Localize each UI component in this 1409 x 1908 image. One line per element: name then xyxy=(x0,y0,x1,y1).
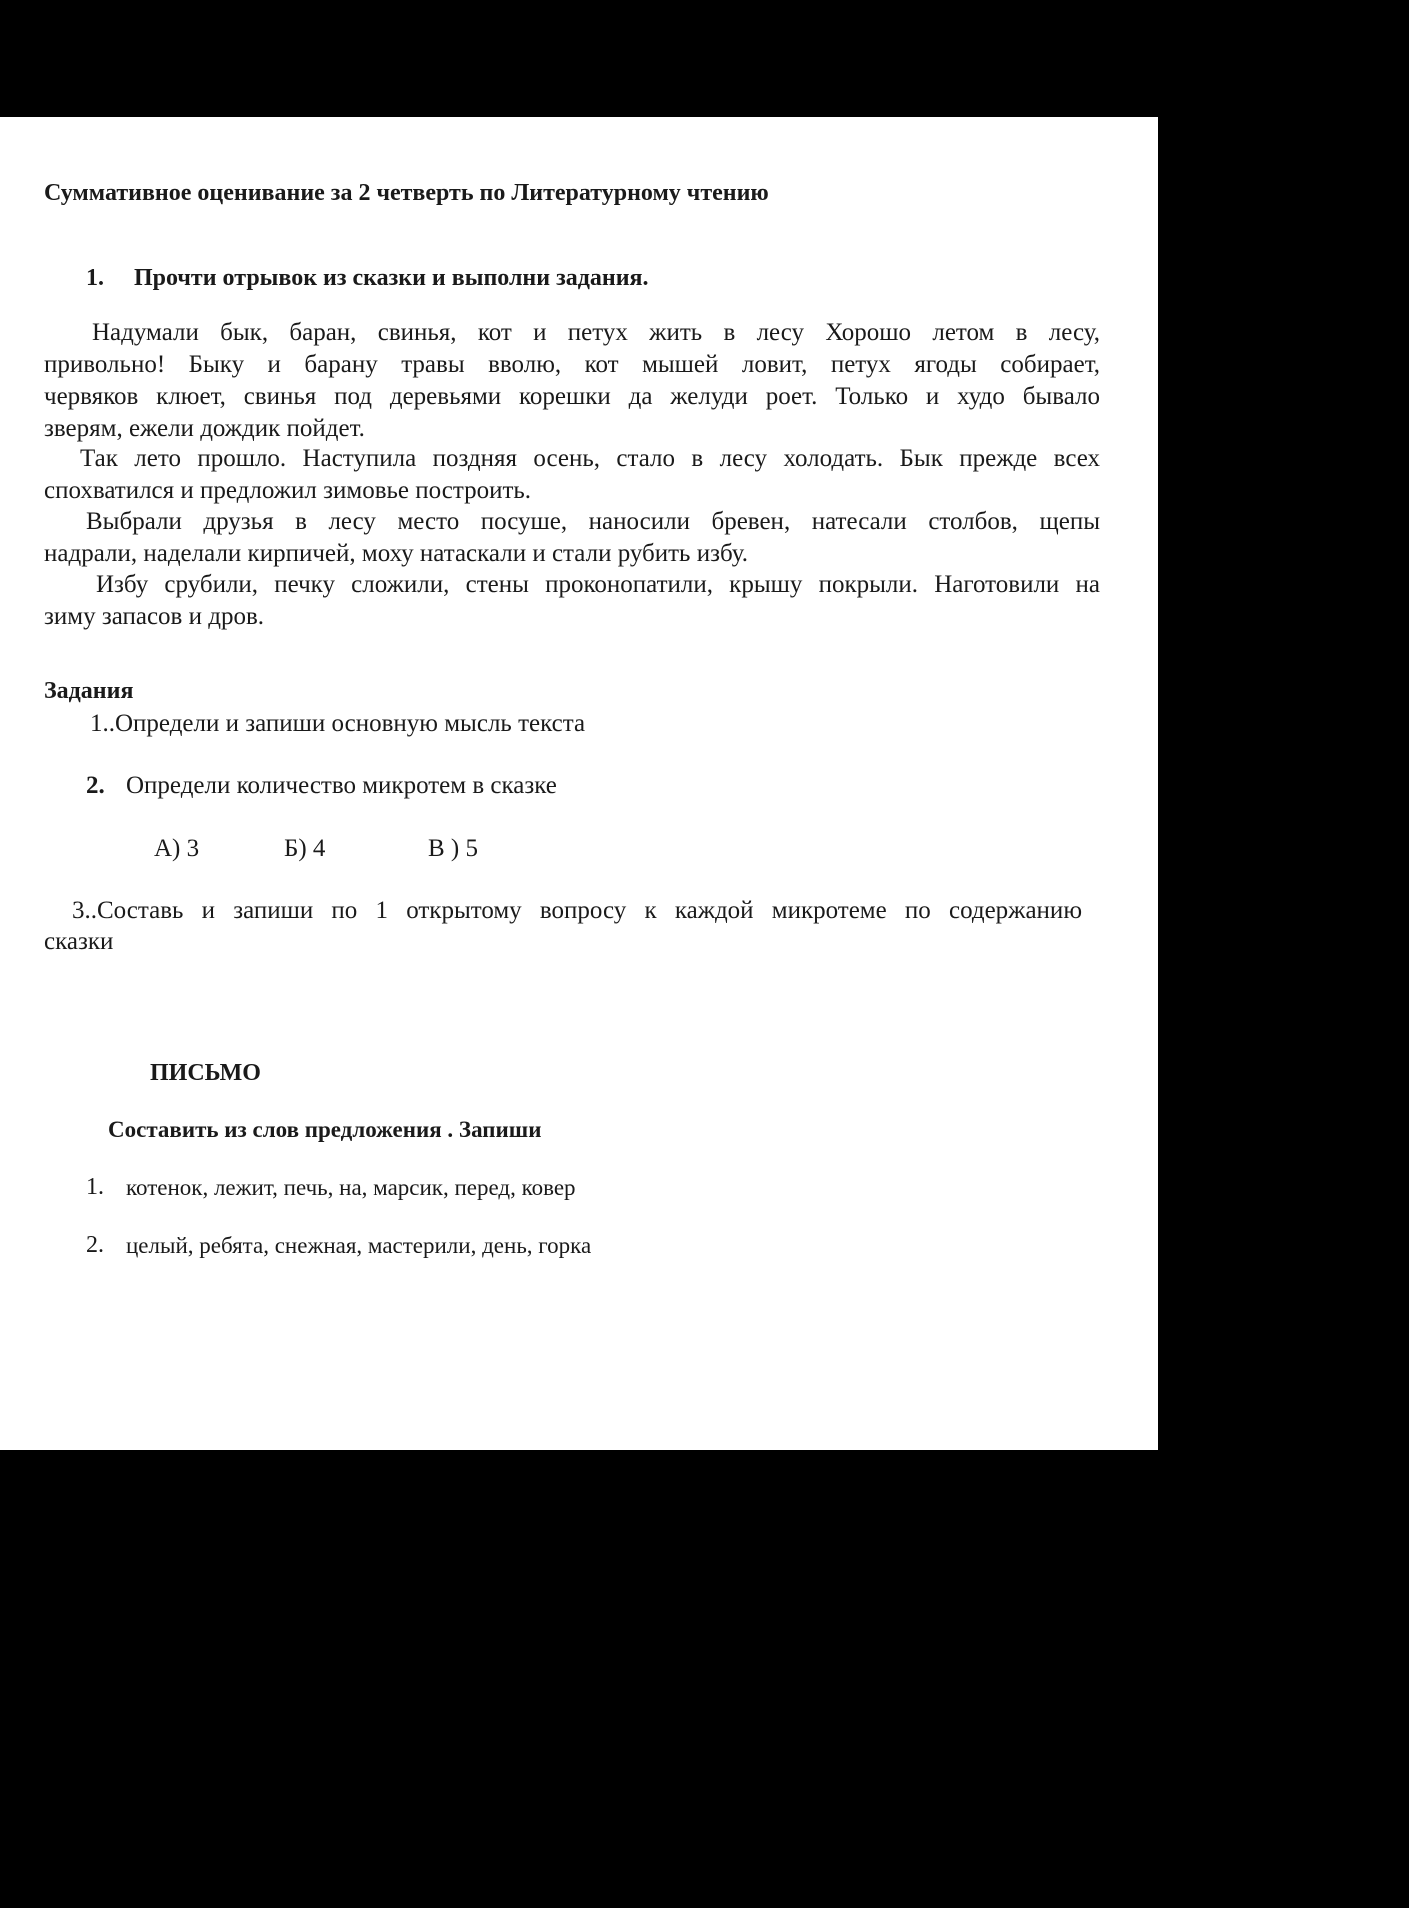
letter-instruction: Составить из слов предложения . Запиши xyxy=(108,1117,542,1142)
letter-item-1-number: 1. xyxy=(86,1174,104,1200)
task-3 xyxy=(72,895,1082,927)
passage-line: Выбрали друзья в лесу место посуше, наносили бревен, натесали столбов, щепы xyxy=(86,508,1100,535)
passage-paragraph-4 xyxy=(44,569,1100,633)
passage-line: зиму запасов и дров. xyxy=(44,603,264,630)
letter-heading: ПИСЬМО xyxy=(150,1060,261,1086)
passage-line: Избу срубили, печку сложили, стены проконопатили, крышу покрыли. Наготовили на xyxy=(96,571,1100,598)
answer-option-b: Б) 4 xyxy=(284,835,326,862)
section-1-heading: Прочти отрывок из сказки и выполни задания. xyxy=(134,265,649,291)
task-3-line: 3..Составь и запиши по 1 открытому вопросу к каждой микротеме по содержанию xyxy=(72,897,1082,924)
letter-item-2-number: 2. xyxy=(86,1232,104,1258)
passage-paragraph-1 xyxy=(44,317,1100,445)
letter-item-1-text: котенок, лежит, печь, на, марсик, перед, ковер xyxy=(126,1175,576,1200)
answer-option-c: В ) 5 xyxy=(428,835,478,862)
task-2-text: Определи количество микротем в сказке xyxy=(126,772,557,799)
passage-line: червяков клюет, свинья под деревьями корешки да желуди роет. Только и худо бывало xyxy=(44,383,1100,410)
passage-paragraph-2 xyxy=(44,443,1100,507)
section-1-number: 1. xyxy=(86,265,104,291)
letter-item-2-text: целый, ребята, снежная, мастерили, день, горка xyxy=(126,1233,592,1258)
tasks-heading: Задания xyxy=(44,678,134,704)
passage-line: зверям, ежели дождик пойдет. xyxy=(44,415,365,442)
task-2-number: 2. xyxy=(86,772,105,799)
answer-option-a: А) 3 xyxy=(154,835,200,862)
passage-line: надрали, наделали кирпичей, моху натаскали и стали рубить избу. xyxy=(44,540,748,567)
passage-line: спохватился и предложил зимовье построить. xyxy=(44,477,532,504)
task-3-line: сказки xyxy=(44,928,114,955)
passage-paragraph-3 xyxy=(44,506,1100,570)
document-title: Суммативное оценивание за 2 четверть по Литературному чтению xyxy=(44,180,769,206)
document-page xyxy=(0,117,1158,1450)
task-1: 1..Определи и запиши основную мысль текста xyxy=(90,710,586,737)
passage-line: привольно! Быку и барану травы вволю, кот мышей ловит, петух ягоды собирает, xyxy=(44,351,1100,378)
passage-line: Надумали бык, баран, свинья, кот и петух жить в лесу Хорошо летом в лесу, xyxy=(92,319,1100,346)
passage-line: Так лето прошло. Наступила поздняя осень, стало в лесу холодать. Бык прежде всех xyxy=(80,445,1100,472)
